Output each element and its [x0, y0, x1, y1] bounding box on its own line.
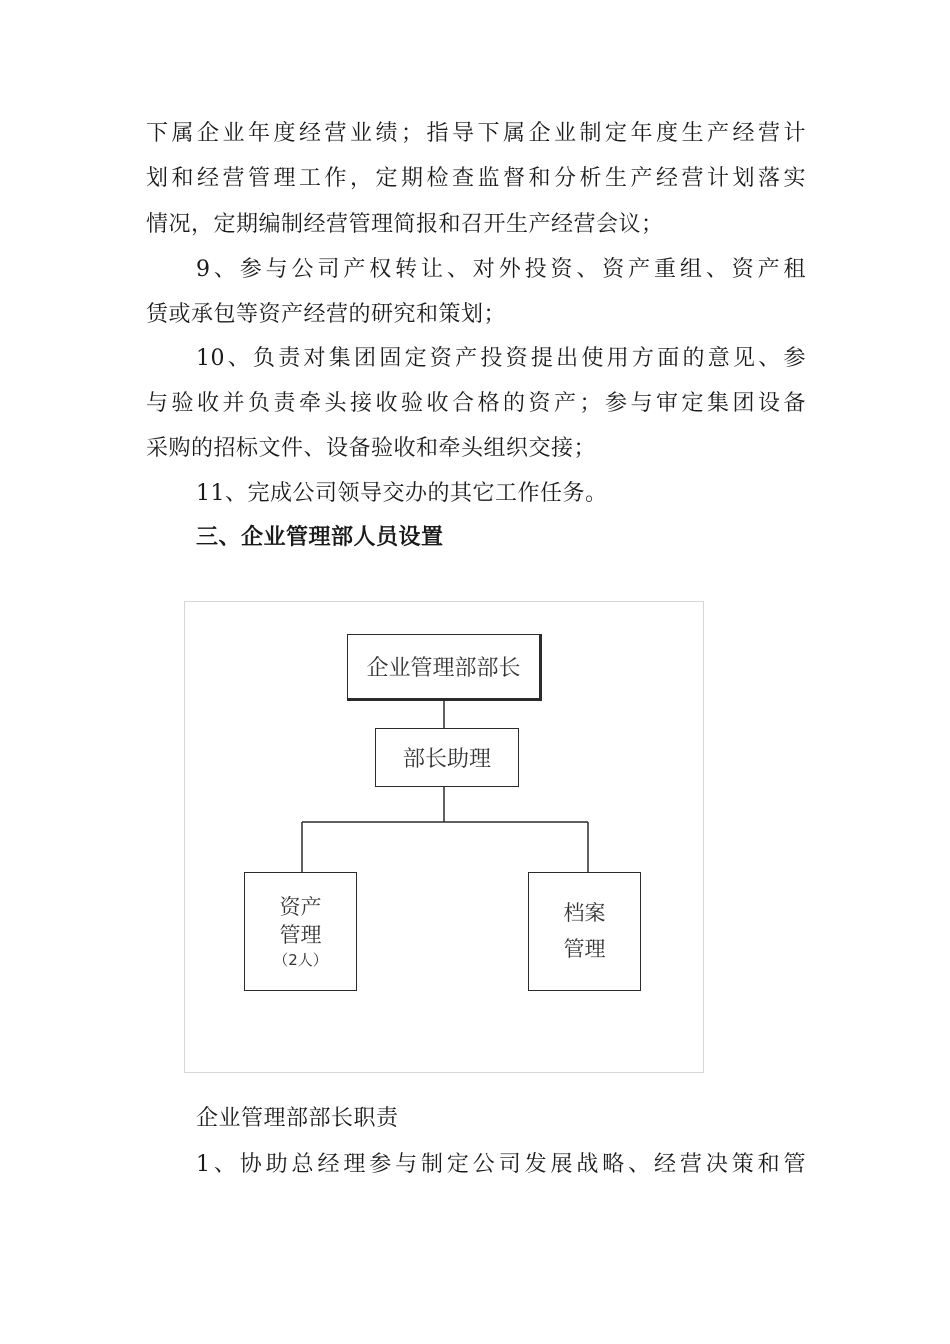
paragraph-4-line-1: 11、完成公司领导交办的其它工作任务。 — [196, 481, 608, 506]
paragraph-3-line-2: 与验收并负责牵头接收验收合格的资产；参与审定集团设备 — [146, 391, 806, 416]
node-department-head — [347, 634, 542, 701]
duties-title: 企业管理部部长职责 — [196, 1106, 399, 1131]
node-asset-management — [244, 872, 357, 991]
node-archive-management — [528, 872, 641, 991]
node-archive-line-2: 管理 — [563, 936, 606, 961]
section-heading: 三、企业管理部人员设置 — [196, 525, 444, 550]
node-asset-line-1: 资产 — [279, 895, 322, 920]
paragraph-2-line-2: 赁或承包等资产经营的研究和策划； — [146, 302, 507, 327]
node-asset-line-2: 管理 — [279, 923, 322, 948]
node-assistant — [375, 728, 519, 787]
paragraph-3-line-1: 10、负责对集团固定资产投资提出使用方面的意见、参 — [196, 346, 806, 371]
org-chart — [184, 601, 704, 1073]
paragraph-1-line-3: 情况，定期编制经营管理简报和召开生产经营会议； — [146, 212, 664, 237]
paragraph-1-line-1: 下属企业年度经营业绩；指导下属企业制定年度生产经营计 — [146, 121, 806, 146]
node-archive-line-1: 档案 — [563, 900, 606, 925]
paragraph-2-line-1: 9、参与公司产权转让、对外投资、资产重组、资产租 — [196, 257, 806, 282]
duty-item-1: 1、协助总经理参与制定公司发展战略、经营决策和管 — [196, 1152, 806, 1177]
paragraph-1-line-2: 划和经营管理工作，定期检查监督和分析生产经营计划落实 — [146, 166, 806, 191]
paragraph-3-line-3: 采购的招标文件、设备验收和牵头组织交接； — [146, 436, 597, 461]
node-department-head-label: 企业管理部部长 — [366, 656, 521, 681]
node-assistant-label: 部长助理 — [402, 747, 491, 772]
node-asset-line-3: （2人） — [273, 950, 328, 969]
